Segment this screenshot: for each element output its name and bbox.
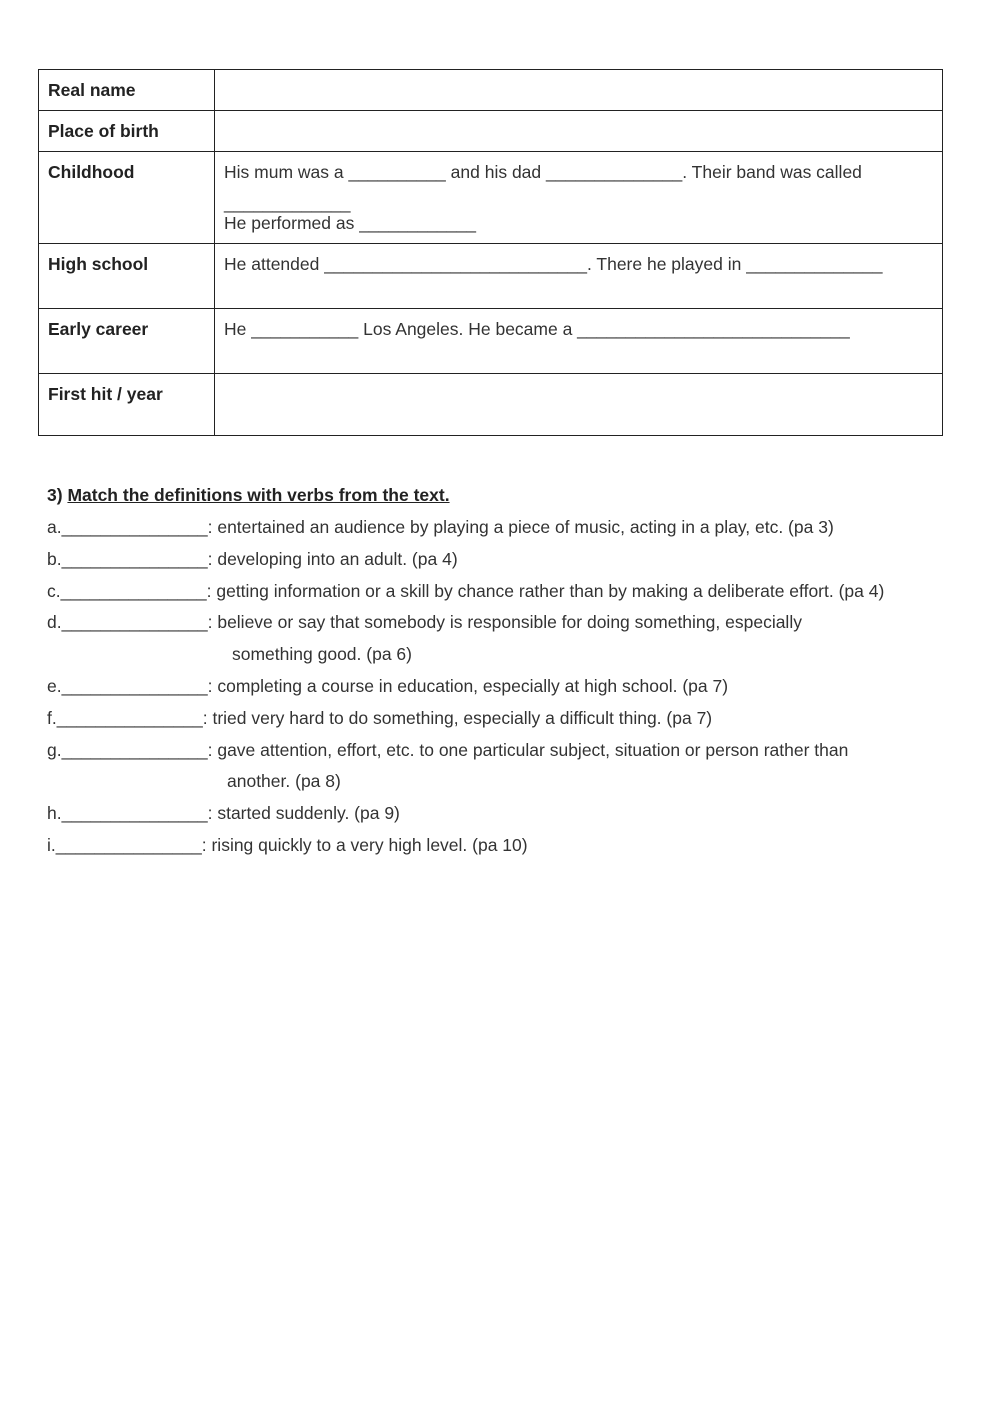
profile-table [38,69,943,436]
list-item [47,516,967,538]
item-letter: d. [47,612,62,633]
item-definition: : completing a course in education, especially at high school. (pa 7) [207,675,729,696]
item-definition-continuation: something good. (pa 6) [232,644,412,665]
exercise-title: Match the definitions with verbs from the text. [67,485,450,505]
answer-cell-real-name[interactable] [215,70,943,111]
item-letter: f. [47,707,57,728]
exercise-heading [47,484,967,506]
label-cell [39,111,215,152]
answer-blank[interactable]: _______________ [56,707,203,728]
answer-blank[interactable]: _______________ [60,580,207,601]
early-career-line: He ___________ Los Angeles. He became a ____________________________ [224,319,850,339]
item-definition: : tried very hard to do something, especially a difficult thing. (pa 7) [202,707,713,728]
item-definition: : started suddenly. (pa 9) [207,803,400,824]
list-item [47,739,967,761]
item-letter: i. [47,834,56,855]
table-row [39,309,943,374]
table-row [39,374,943,436]
list-item [47,707,967,729]
item-letter: h. [47,803,62,824]
label-cell [39,152,215,244]
row-label: High school [48,254,149,274]
item-definition: : getting information or a skill by chance rather than by making a deliberate effort. (pa 4) [206,580,885,601]
item-definition: : gave attention, effort, etc. to one particular subject, situation or person rather than [207,739,849,760]
answer-blank[interactable]: _______________ [61,803,208,824]
answer-blank[interactable]: _______________ [61,612,208,633]
label-cell [39,309,215,374]
item-definition: : developing into an adult. (pa 4) [207,548,458,569]
row-label: Place of birth [48,121,159,141]
list-item [47,548,967,570]
answer-cell-childhood[interactable] [215,152,943,244]
childhood-line-2: _____________ [224,193,351,213]
row-label: Early career [48,319,149,339]
answer-blank[interactable]: _______________ [61,517,208,537]
answer-blank[interactable]: _______________ [55,834,202,855]
list-item [47,834,967,856]
item-definition: : entertained an audience by playing a piece of music, acting in a play, etc. (pa 3) [207,517,834,537]
item-letter: a. [47,517,62,537]
list-item [47,611,967,633]
answer-blank[interactable]: _______________ [61,548,208,569]
item-letter: c. [47,580,61,601]
answer-cell-place-of-birth[interactable] [215,111,943,152]
exercise-number: 3) [47,485,63,505]
row-label: First hit / year [48,384,163,404]
item-letter: e. [47,675,62,696]
item-definition: : believe or say that somebody is responsible for doing something, especially [207,612,802,633]
answer-cell-first-hit[interactable] [215,374,943,436]
table-row [39,70,943,111]
list-item [47,802,967,824]
label-cell [39,70,215,111]
list-item [47,580,967,602]
list-item [47,675,967,697]
exercise-section [47,484,967,866]
high-school-line: He attended ___________________________. There he played in ______________ [224,254,883,274]
answer-blank[interactable]: _______________ [61,675,208,696]
item-definition: : rising quickly to a very high level. (pa 10) [201,834,528,855]
answer-blank[interactable]: _______________ [61,739,208,760]
row-label: Real name [48,80,136,100]
answer-cell-early-career[interactable] [215,309,943,374]
answer-cell-high-school[interactable] [215,244,943,309]
item-letter: b. [47,548,62,569]
item-definition-continuation: another. (pa 8) [227,771,341,792]
table-row [39,111,943,152]
table-row [39,244,943,309]
table-row [39,152,943,244]
row-label: Childhood [48,162,135,182]
childhood-line-1: His mum was a __________ and his dad ______________. Their band was called [224,162,862,182]
childhood-line-3: He performed as ____________ [224,213,476,233]
item-letter: g. [47,739,62,760]
label-cell [39,374,215,436]
label-cell [39,244,215,309]
